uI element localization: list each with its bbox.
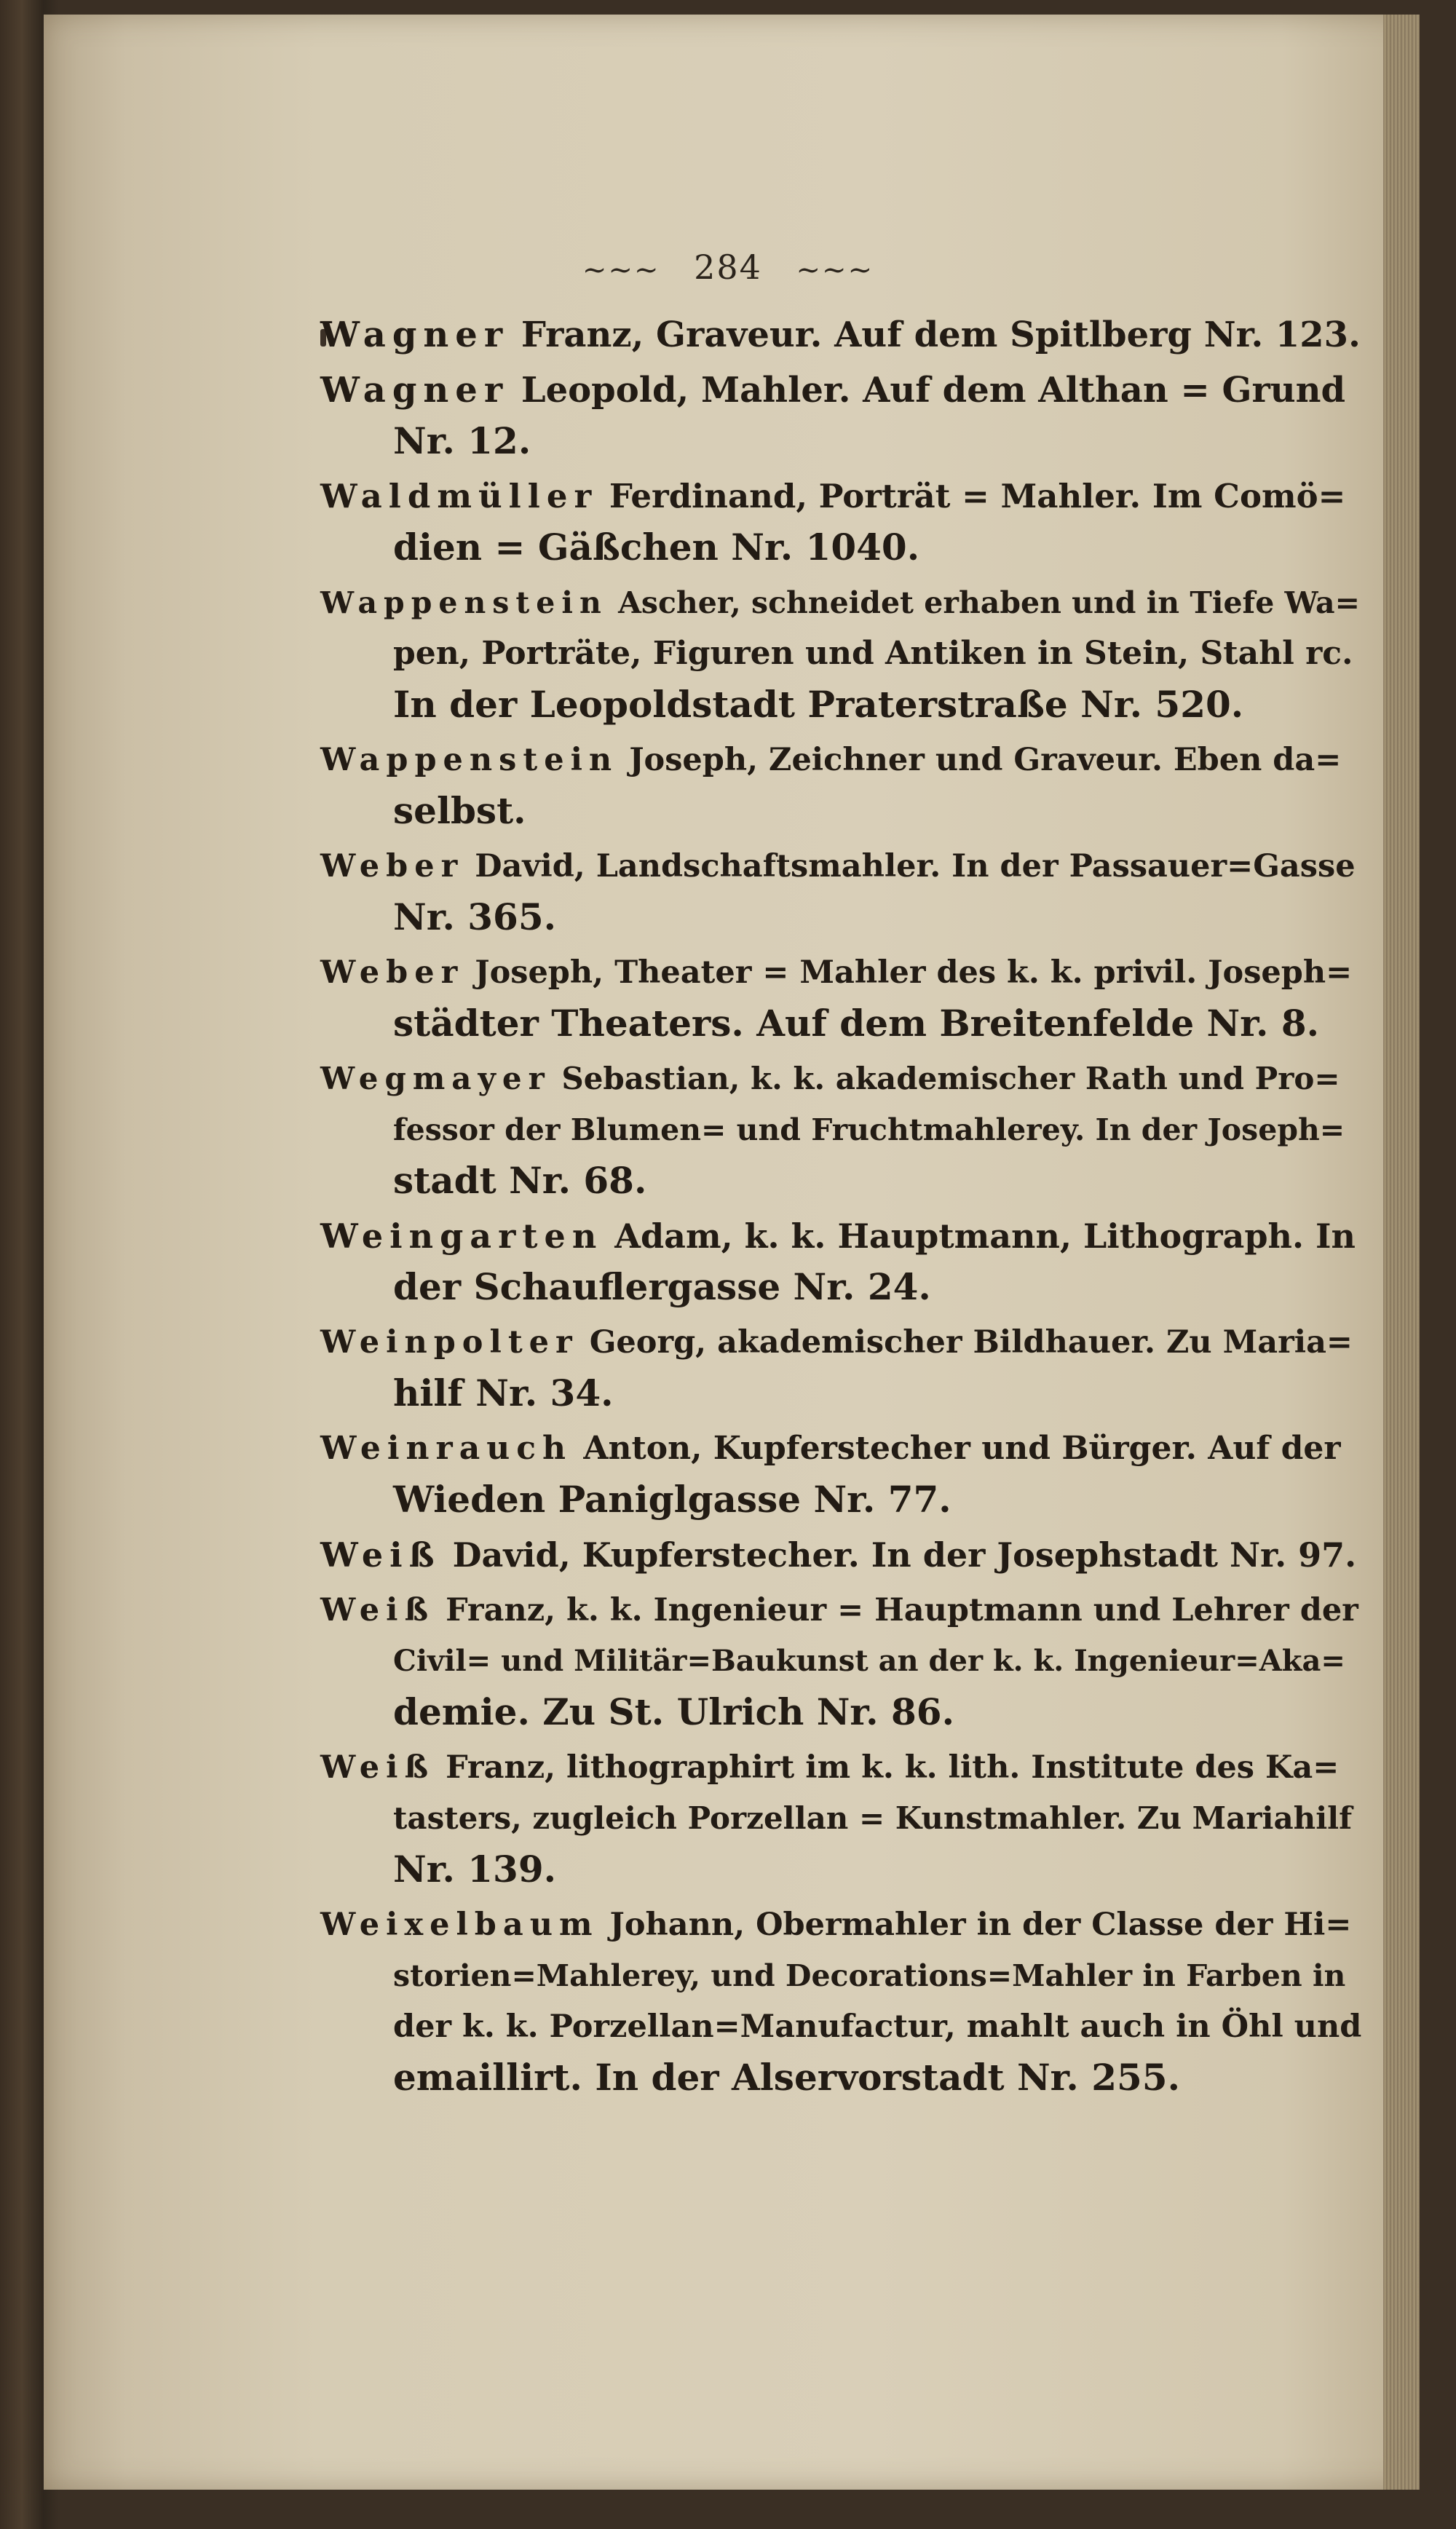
entry-text: storien=Mahlerey, und Decorations=Mahler in Farben in (393, 1958, 1346, 1993)
entry-text: der Schauflergasse Nr. 24. (393, 1265, 931, 1308)
entry-continuation-line (320, 785, 1361, 836)
entry-continuation-line (320, 1368, 1361, 1419)
entry-text: fessor der Blumen= und Fruchtmahlerey. In der Joseph= (393, 1112, 1345, 1147)
directory-entry (320, 309, 1361, 360)
directory-entries (320, 309, 1361, 2108)
entry-first-line (320, 841, 1361, 892)
entry-text: Ascher, schneidet erhaben und in Tiefe Wa= (618, 585, 1360, 620)
entry-text: städter Theaters. Auf dem Breitenfelde Nr. 8. (393, 1002, 1320, 1045)
entry-continuation-line (320, 416, 1361, 467)
entry-text: hilf Nr. 34. (393, 1372, 614, 1414)
entry-first-line (320, 1317, 1361, 1368)
directory-entry (320, 1053, 1361, 1206)
entry-surname: Weinpolter (320, 1324, 579, 1361)
directory-entry (320, 1211, 1361, 1313)
entry-continuation-line (320, 1104, 1361, 1155)
entry-text: Wieden Paniglgasse Nr. 77. (393, 1478, 951, 1521)
entry-surname: Wegmayer (320, 1061, 551, 1096)
entry-continuation-line (320, 522, 1361, 573)
directory-entry (320, 1423, 1361, 1525)
entry-first-line (320, 735, 1361, 785)
entry-text: Leopold, Mahler. Auf dem Althan = Grund (521, 370, 1346, 411)
entry-surname: Weber (320, 954, 464, 991)
entry-text: Joseph, Theater = Mahler des k. k. privil. Joseph= (475, 954, 1353, 991)
entry-surname: Weiß (320, 1749, 435, 1786)
entry-continuation-line (320, 628, 1361, 679)
entry-text: Adam, k. k. Hauptmann, Lithograph. In (614, 1216, 1356, 1256)
directory-entry (320, 1529, 1361, 1580)
entry-first-line (320, 1585, 1361, 1636)
entry-first-line (320, 309, 1361, 360)
directory-entry (320, 577, 1361, 730)
entry-surname: Wagner (320, 314, 510, 355)
entry-first-line (320, 1529, 1361, 1580)
entry-first-line (320, 1423, 1361, 1474)
entry-text: demie. Zu St. Ulrich Nr. 86. (393, 1690, 954, 1733)
entry-first-line (320, 471, 1361, 522)
entry-text: Franz, k. k. Ingenieur = Hauptmann und Lehrer der (446, 1592, 1358, 1628)
entry-text: emaillirt. In der Alservorstadt Nr. 255. (393, 2056, 1181, 2099)
entry-text: Joseph, Zeichner und Graveur. Eben da= (629, 742, 1342, 778)
entry-first-line (320, 1742, 1361, 1793)
entry-text: Nr. 139. (393, 1848, 557, 1891)
entry-text: dien = Gäßchen Nr. 1040. (393, 526, 920, 569)
entry-continuation-line (320, 892, 1361, 943)
directory-entry (320, 365, 1361, 467)
entry-text: David, Landschaftsmahler. In der Passauer=Gasse (475, 848, 1356, 884)
entry-text: Sebastian, k. k. akademischer Rath und Pro= (561, 1061, 1340, 1096)
entry-continuation-line (320, 1844, 1361, 1895)
ornament-right: ~~~ (796, 253, 874, 287)
directory-entry (320, 947, 1361, 1049)
entry-continuation-line (320, 1474, 1361, 1525)
directory-entry (320, 1742, 1361, 1895)
entry-text: pen, Porträte, Figuren und Antiken in Stein, Stahl rc. (393, 635, 1353, 672)
entry-continuation-line (320, 998, 1361, 1049)
entry-text: stadt Nr. 68. (393, 1159, 647, 1202)
entry-continuation-line (320, 1636, 1361, 1687)
entry-surname: Weingarten (320, 1216, 604, 1256)
entry-first-line (320, 1899, 1361, 1950)
ornament-left: ~~~ (582, 253, 660, 287)
entry-first-line (320, 1211, 1361, 1262)
directory-entry (320, 1899, 1361, 2103)
entry-surname: Weinrauch (320, 1430, 572, 1467)
directory-entry (320, 471, 1361, 573)
entry-first-line (320, 1053, 1361, 1104)
entry-text: Civil= und Militär=Baukunst an der k. k. Ingenieur=Aka= (393, 1644, 1345, 1678)
entry-text: Ferdinand, Porträt = Mahler. Im Comö= (609, 477, 1346, 515)
entry-surname: Weiß (320, 1592, 435, 1628)
entry-first-line (320, 365, 1361, 416)
entry-continuation-line (320, 2001, 1361, 2052)
entry-text: der k. k. Porzellan=Manufactur, mahlt auch in Öhl und (393, 2008, 1362, 2045)
entry-text: Georg, akademischer Bildhauer. Zu Maria= (589, 1324, 1353, 1361)
entry-text: David, Kupferstecher. In der Josephstadt Nr. 97. (452, 1535, 1357, 1575)
entry-text: Johann, Obermahler in der Classe der Hi= (609, 1907, 1352, 1943)
entry-first-line (320, 577, 1361, 628)
entry-surname: Wappenstein (320, 742, 619, 778)
entry-continuation-line (320, 1262, 1361, 1313)
page-number: 284 (694, 248, 762, 287)
entry-continuation-line (320, 679, 1361, 730)
entry-surname: Weber (320, 848, 464, 884)
directory-entry (320, 1317, 1361, 1419)
entry-text: tasters, zugleich Porzellan = Kunstmahler. Zu Mariahilf (393, 1800, 1353, 1836)
directory-entry (320, 735, 1361, 836)
page-edge (1383, 15, 1420, 2490)
entry-surname: Waldmüller (320, 477, 598, 515)
entry-text: Franz, Graveur. Auf dem Spitlberg Nr. 123. (521, 314, 1361, 355)
entry-surname: Weixelbaum (320, 1907, 599, 1943)
entry-surname: Wappenstein (320, 585, 608, 620)
entry-continuation-line (320, 1793, 1361, 1844)
entry-surname: Weiß (320, 1535, 441, 1575)
entry-continuation-line (320, 2052, 1361, 2103)
entry-continuation-line (320, 1950, 1361, 2001)
entry-text: In der Leopoldstadt Praterstraße Nr. 520. (393, 683, 1244, 726)
entry-surname: Wagner (320, 370, 510, 411)
directory-entry (320, 1585, 1361, 1738)
directory-entry (320, 841, 1361, 943)
entry-text: Nr. 12. (393, 419, 531, 462)
page-header (0, 248, 1456, 287)
entry-continuation-line (320, 1687, 1361, 1738)
entry-continuation-line (320, 1155, 1361, 1206)
entry-text: selbst. (393, 789, 526, 832)
entry-first-line (320, 947, 1361, 998)
entry-text: Nr. 365. (393, 895, 557, 938)
entry-text: Franz, lithographirt im k. k. lith. Institute des Ka= (446, 1749, 1340, 1786)
entry-text: Anton, Kupferstecher und Bürger. Auf der (583, 1430, 1341, 1467)
